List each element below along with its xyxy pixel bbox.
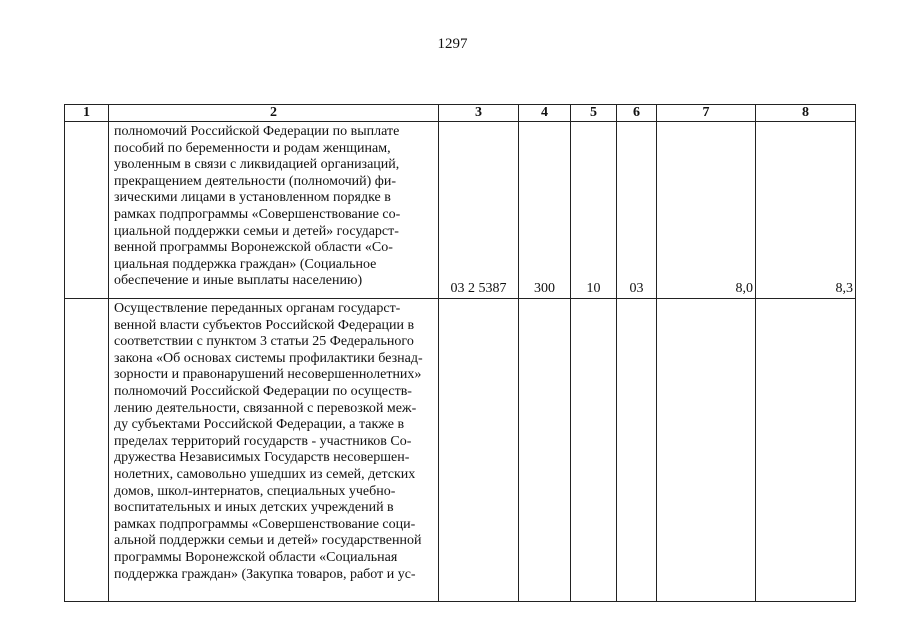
row-number-cell [65, 299, 109, 602]
header-col-5: 5 [571, 105, 617, 122]
header-col-7: 7 [657, 105, 756, 122]
header-col-2: 2 [109, 105, 439, 122]
row-section [571, 299, 617, 602]
row-subsection [617, 299, 657, 602]
row-target-code: 03 2 5387 [439, 122, 519, 299]
header-col-1: 1 [65, 105, 109, 122]
row-expense-type [519, 299, 571, 602]
row-amount-2: 8,3 [756, 122, 856, 299]
row-description: полномочий Российской Федерации по выплате пособий по беременности и родам женщинам, уволенным в связи с ликвидацией организаций, прекращением деятельности (полномочий) фи- зическими лицами в установленном порядке в рамках подпрограммы «Совершенствование со- циальной поддержки семьи и детей» государст- венной программы Воронежской области «Со- циальная поддержка граждан» (Социальное обеспечение и иные выплаты населению) [109, 122, 439, 299]
header-col-8: 8 [756, 105, 856, 122]
header-col-6: 6 [617, 105, 657, 122]
header-row [65, 105, 856, 122]
budget-table [64, 104, 856, 602]
row-subsection: 03 [617, 122, 657, 299]
row-expense-type: 300 [519, 122, 571, 299]
row-description: Осуществление переданных органам государст- венной власти субъектов Российской Федерации в соответствии с пунктом 3 статьи 25 Федерального закона «Об основах системы профилактики безнад- зорности и правонарушений несовершеннолетних» полномочий Российской Федерации по осуществ- лению деятельности, связанной с перевозкой меж- ду субъектами Российской Федерации, а также в пределах территорий государств - участников Со- дружества Независимых Государств несовершен- нолетних, самовольно ушедших из семей, детских домов, школ-интернатов, специальных учебно- воспитательных и иных детских учреждений в рамках подпрограммы «Совершенствование соци- альной поддержки семьи и детей» государственной программы Воронежской области «Социальная поддержка граждан» (Закупка товаров, работ и ус- [109, 299, 439, 602]
row-amount-2 [756, 299, 856, 602]
row-target-code [439, 299, 519, 602]
page-number: 1297 [437, 36, 468, 52]
row-number-cell [65, 122, 109, 299]
row-amount-1: 8,0 [657, 122, 756, 299]
header-col-4: 4 [519, 105, 571, 122]
table-row [65, 299, 856, 602]
row-section: 10 [571, 122, 617, 299]
table-row [65, 122, 856, 299]
header-col-3: 3 [439, 105, 519, 122]
row-amount-1 [657, 299, 756, 602]
